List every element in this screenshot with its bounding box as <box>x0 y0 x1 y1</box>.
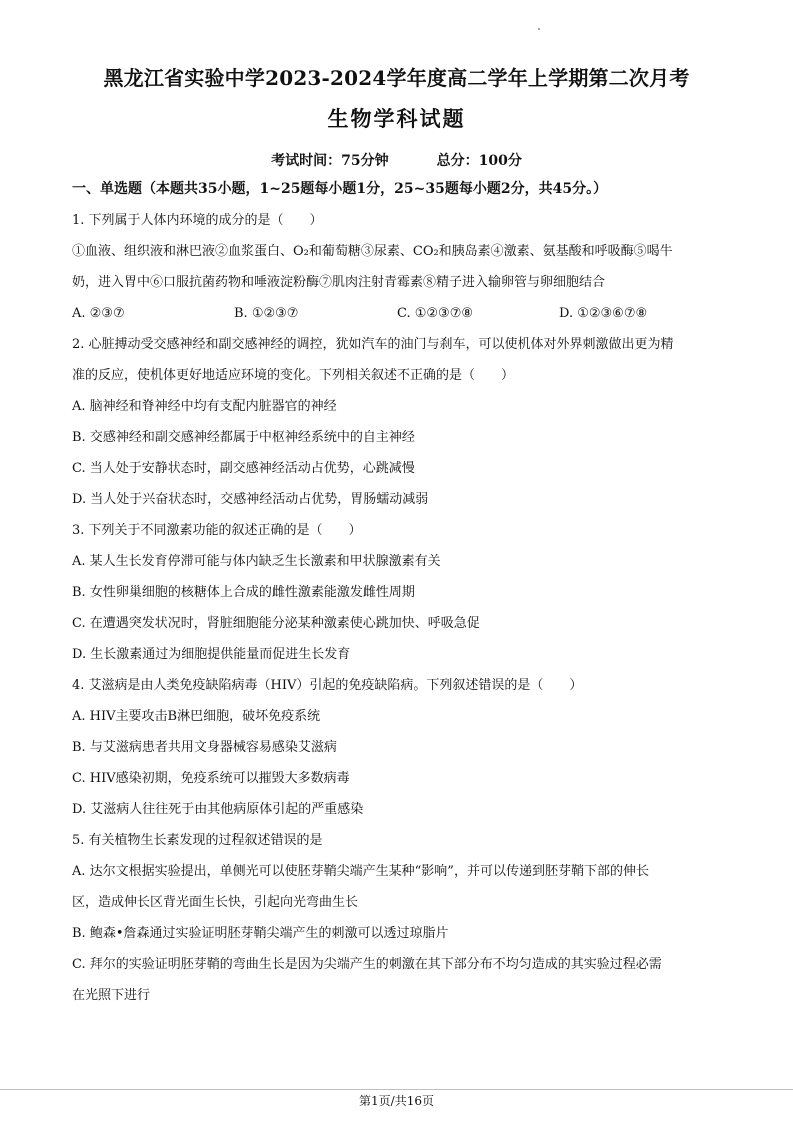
q4-option-c: C. HIV感染初期，免疫系统可以摧毁大多数病毒 <box>72 771 350 786</box>
q5-option-a-line2: 区，造成伸长区背光面生长快，引起向光弯曲生长 <box>72 895 359 910</box>
q5-option-a-line1: A. 达尔文根据实验提出，单侧光可以使胚芽鞘尖端产生某种“影响”，并可以传递到胚芽鞘下部的伸长 <box>72 864 649 879</box>
q5-option-c-line1: C. 拜尔的实验证明胚芽鞘的弯曲生长是因为尖端产生的刺激在其下部分布不均匀造成的其实验过程必需 <box>72 957 662 972</box>
q2-stem-line1: 2. 心脏搏动受交感神经和副交感神经的调控，犹如汽车的油门与刹车，可以使机体对外界刺激做出更为精 <box>72 337 674 352</box>
q1-statement-line2: 奶，进入胃中⑥口服抗菌药物和唾液淀粉酶⑦肌肉注射青霉素⑧精子进入输卵管与卵细胞结合 <box>72 275 606 290</box>
exam-info <box>0 150 793 170</box>
q3-option-b: B. 女性卵巢细胞的核糖体上合成的雌性激素能激发雌性周期 <box>72 585 415 600</box>
q1-stem: 1. 下列属于人体内环境的成分的是（ ） <box>72 213 323 228</box>
q3-option-a: A. 某人生长发育停滞可能与体内缺乏生长激素和甲状腺激素有关 <box>72 554 441 569</box>
q2-stem-line2: 准的反应，使机体更好地适应环境的变化。下列相关叙述不正确的是（ ） <box>72 368 515 383</box>
q2-option-d: D. 当人处于兴奋状态时，交感神经活动占优势，胃肠蠕动减弱 <box>72 492 429 507</box>
q3-option-c: C. 在遭遇突发状况时，肾脏细胞能分泌某种激素使心跳加快、呼吸急促 <box>72 616 480 631</box>
q1-statement-line1: ①血液、组织液和淋巴液②血浆蛋白、O₂和葡萄糖③尿素、CO₂和胰岛素④激素、氨基酸和呼吸酶⑤喝牛 <box>72 244 673 259</box>
q5-stem: 5. 有关植物生长素发现的过程叙述错误的是 <box>72 833 323 848</box>
q5-option-c-line2: 在光照下进行 <box>72 988 151 1003</box>
q1-option-b: B. ①②③⑦ <box>234 306 299 321</box>
page-number: 第1页/共16页 <box>359 1094 434 1108</box>
q2-option-a: A. 脑神经和脊神经中均有支配内脏器官的神经 <box>72 399 337 414</box>
q2-option-c: C. 当人处于安静状态时，副交感神经活动占优势，心跳减慢 <box>72 461 415 476</box>
q3-option-d: D. 生长激素通过为细胞提供能量而促进生长发育 <box>72 647 351 662</box>
exam-title: 黑龙江省实验中学2023-2024学年度高二学年上学期第二次月考 <box>103 66 690 90</box>
q4-option-b: B. 与艾滋病患者共用文身器械容易感染艾滋病 <box>72 740 337 755</box>
q3-stem: 3. 下列关于不同激素功能的叙述正确的是（ ） <box>72 523 362 538</box>
section-heading: 一、单选题（本题共35小题，1~25题每小题1分，25~35题每小题2分，共45分。） <box>72 181 608 197</box>
exam-score: 总分：100分 <box>436 153 522 169</box>
q1-option-d: D. ①②③⑥⑦⑧ <box>559 306 648 321</box>
exam-time: 考试时间：75分钟 <box>271 153 389 169</box>
q1-option-c: C. ①②③⑦⑧ <box>397 306 474 321</box>
exam-subtitle: 生物学科试题 <box>327 106 466 131</box>
footer-divider <box>0 1089 793 1090</box>
q5-option-b: B. 鲍森•詹森通过实验证明胚芽鞘尖端产生的刺激可以透过琼脂片 <box>72 926 449 941</box>
q4-stem: 4. 艾滋病是由人类免疫缺陷病毒（HIV）引起的免疫缺陷病。下列叙述错误的是（ ） <box>72 678 583 693</box>
q2-option-b: B. 交感神经和副交感神经都属于中枢神经系统中的自主神经 <box>72 430 415 445</box>
q1-option-a: A. ②③⑦ <box>72 306 125 321</box>
q4-option-d: D. 艾滋病人往往死于由其他病原体引起的严重感染 <box>72 802 364 817</box>
q4-option-a: A. HIV主要攻击B淋巴细胞，破坏免疫系统 <box>72 709 321 724</box>
scan-dot <box>538 28 540 30</box>
